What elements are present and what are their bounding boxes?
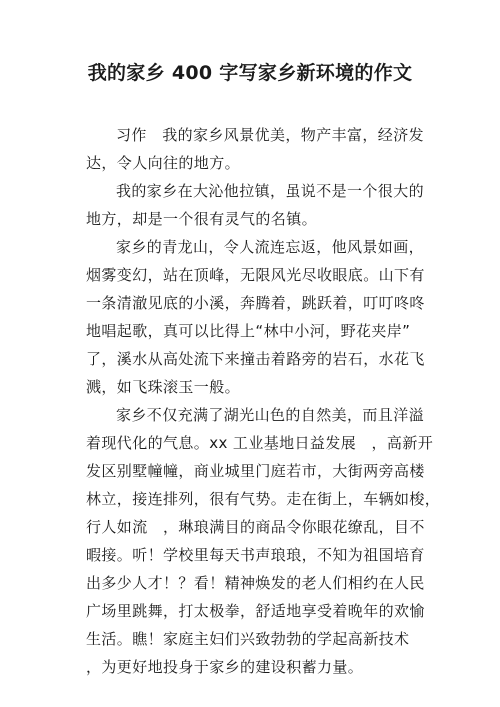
- text-line: 林立，接连排列，很有气势。走在街上，车辆如梭，: [86, 490, 441, 508]
- text-line: 习作 我的家乡风景优美，物产丰富，经济发: [116, 126, 425, 144]
- text-line: 烟雾变幻，站在顶峰，无限风光尽收眼底。山下有: [86, 266, 425, 284]
- text-line: 广场里跳舞，打太极拳，舒适地享受着晚年的欢愉: [86, 602, 425, 620]
- text-line: 发区别墅幢幢，商业城里门庭若市，大街两旁高楼: [86, 462, 425, 480]
- text-line: 地方，却是一个很有灵气的名镇。: [86, 210, 318, 228]
- text-line: 出多少人才！？看！精神焕发的老人们相约在人民: [86, 574, 425, 592]
- document-title: 我的家乡 400 字写家乡新环境的作文: [87, 62, 413, 84]
- text-line: 达，令人向往的地方。: [86, 154, 241, 172]
- text-line: 地唱起歌，真可以比得上“林中小河，野花夹岸”: [86, 322, 411, 340]
- text-line: 了，溪水从高处流下来撞击着路旁的岩石，水花飞: [86, 350, 425, 368]
- text-line: 家乡的青龙山，令人流连忘返，他风景如画，: [116, 238, 425, 256]
- text-line: 生活。瞧！家庭主妇们兴致勃勃的学起高新技术: [86, 630, 410, 648]
- text-line: 家乡不仅充满了湖光山色的自然美，而且洋溢: [116, 406, 425, 424]
- text-line: 我的家乡在大沁他拉镇，虽说不是一个很大的: [116, 182, 425, 200]
- text-line: ，为更好地投身于家乡的建设积蓄力量。: [86, 658, 364, 676]
- text-line: 着现代化的气息。xx 工业基地日益发展 ，高新开: [86, 434, 434, 452]
- text-line: 溅，如飞珠滚玉一般。: [86, 378, 241, 396]
- text-line: 一条清澈见底的小溪，奔腾着，跳跃着，叮叮咚咚: [86, 294, 425, 312]
- text-line: 行人如流 ，琳琅满目的商品令你眼花缭乱，目不: [86, 518, 425, 536]
- text-line: 暇接。听！学校里每天书声琅琅，不知为祖国培育: [86, 546, 425, 564]
